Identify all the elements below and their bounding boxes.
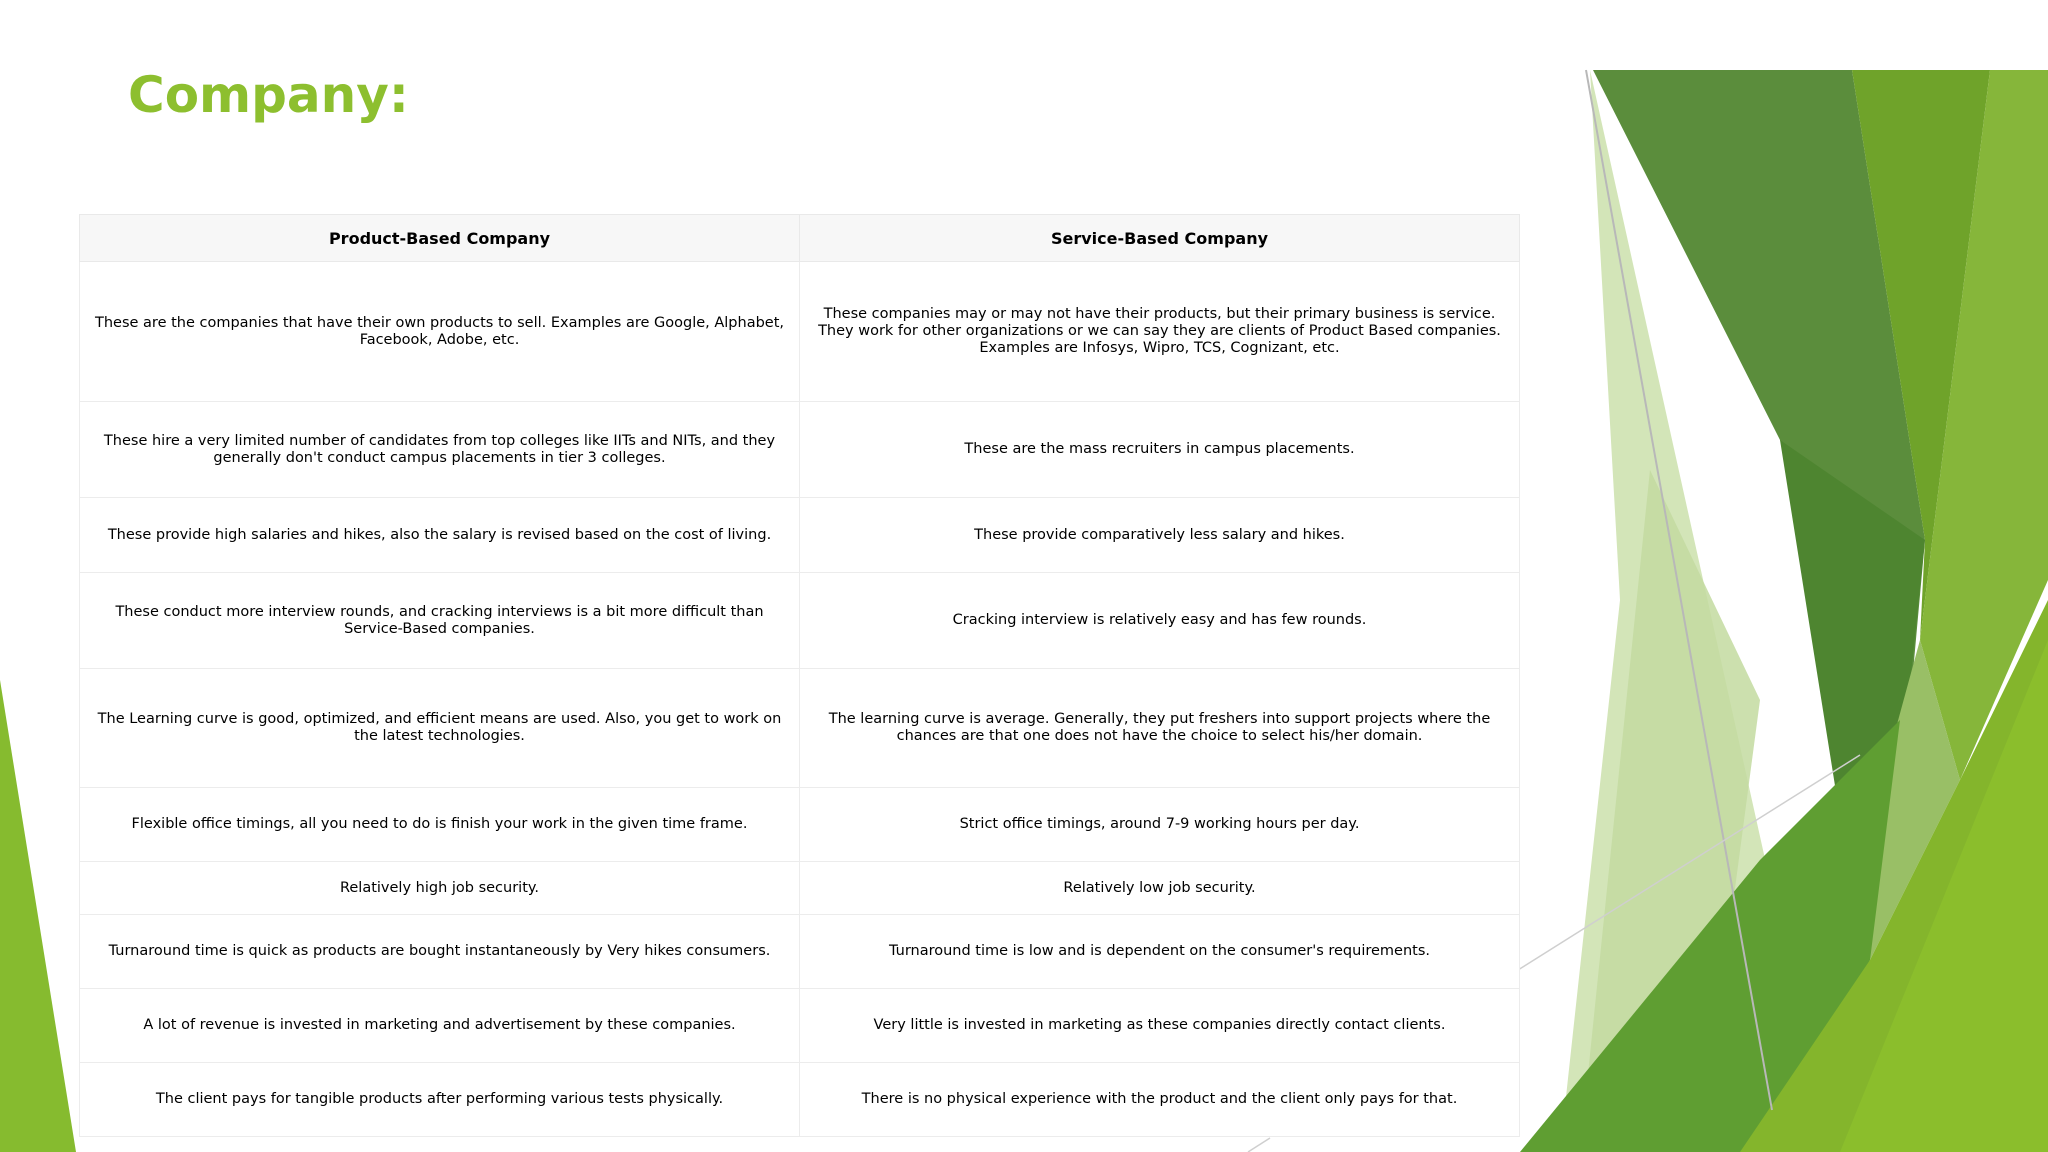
comparison-table-container (79, 214, 1519, 1137)
cell-product: The client pays for tangible products after performing various tests physically. (80, 1063, 800, 1137)
cell-service: These provide comparatively less salary and hikes. (800, 498, 1520, 573)
thin-line-bottom (1248, 1138, 1270, 1152)
cell-product: These are the companies that have their own products to sell. Examples are Google, Alphabet, Facebook, Adobe, etc. (80, 262, 800, 402)
cell-service: The learning curve is average. Generally, they put freshers into support projects where the chances are that one does not have the choice to select his/her domain. (800, 669, 1520, 788)
header-service-based: Service-Based Company (800, 215, 1520, 262)
table-row (80, 1063, 1520, 1137)
table-row (80, 788, 1520, 862)
table-row (80, 669, 1520, 788)
cell-product: Relatively high job security. (80, 862, 800, 915)
cell-service: Relatively low job security. (800, 862, 1520, 915)
cell-product: These hire a very limited number of candidates from top colleges like IITs and NITs, and they generally don't conduct campus placements in tier 3 colleges. (80, 402, 800, 498)
table-row (80, 862, 1520, 915)
table-row (80, 989, 1520, 1063)
table-row (80, 402, 1520, 498)
cell-product: Turnaround time is quick as products are bought instantaneously by Very hikes consumers. (80, 915, 800, 989)
cell-service: Strict office timings, around 7-9 working hours per day. (800, 788, 1520, 862)
table-row (80, 498, 1520, 573)
table-row (80, 262, 1520, 402)
header-product-based: Product-Based Company (80, 215, 800, 262)
table-header-row (80, 215, 1520, 262)
cell-service: Very little is invested in marketing as these companies directly contact clients. (800, 989, 1520, 1063)
cell-service: These are the mass recruiters in campus placements. (800, 402, 1520, 498)
cell-service: Cracking interview is relatively easy and has few rounds. (800, 573, 1520, 669)
cell-product: The Learning curve is good, optimized, and efficient means are used. Also, you get to work on the latest technologies. (80, 669, 800, 788)
cell-service: There is no physical experience with the product and the client only pays for that. (800, 1063, 1520, 1137)
comparison-table (79, 214, 1520, 1137)
cell-product: These provide high salaries and hikes, also the salary is revised based on the cost of living. (80, 498, 800, 573)
left-green-sliver (0, 680, 76, 1152)
cell-service: These companies may or may not have their products, but their primary business is service. They work for other organizations or we can say they are clients of Product Based companies. Examples are Infosys, Wipro, TCS, Cognizant, etc. (800, 262, 1520, 402)
slide-title: Company: (128, 66, 409, 124)
cell-product: A lot of revenue is invested in marketing and advertisement by these companies. (80, 989, 800, 1063)
cell-service: Turnaround time is low and is dependent on the consumer's requirements. (800, 915, 1520, 989)
table-row (80, 573, 1520, 669)
cell-product: Flexible office timings, all you need to do is finish your work in the given time frame. (80, 788, 800, 862)
table-row (80, 915, 1520, 989)
cell-product: These conduct more interview rounds, and cracking interviews is a bit more difficult than Service-Based companies. (80, 573, 800, 669)
